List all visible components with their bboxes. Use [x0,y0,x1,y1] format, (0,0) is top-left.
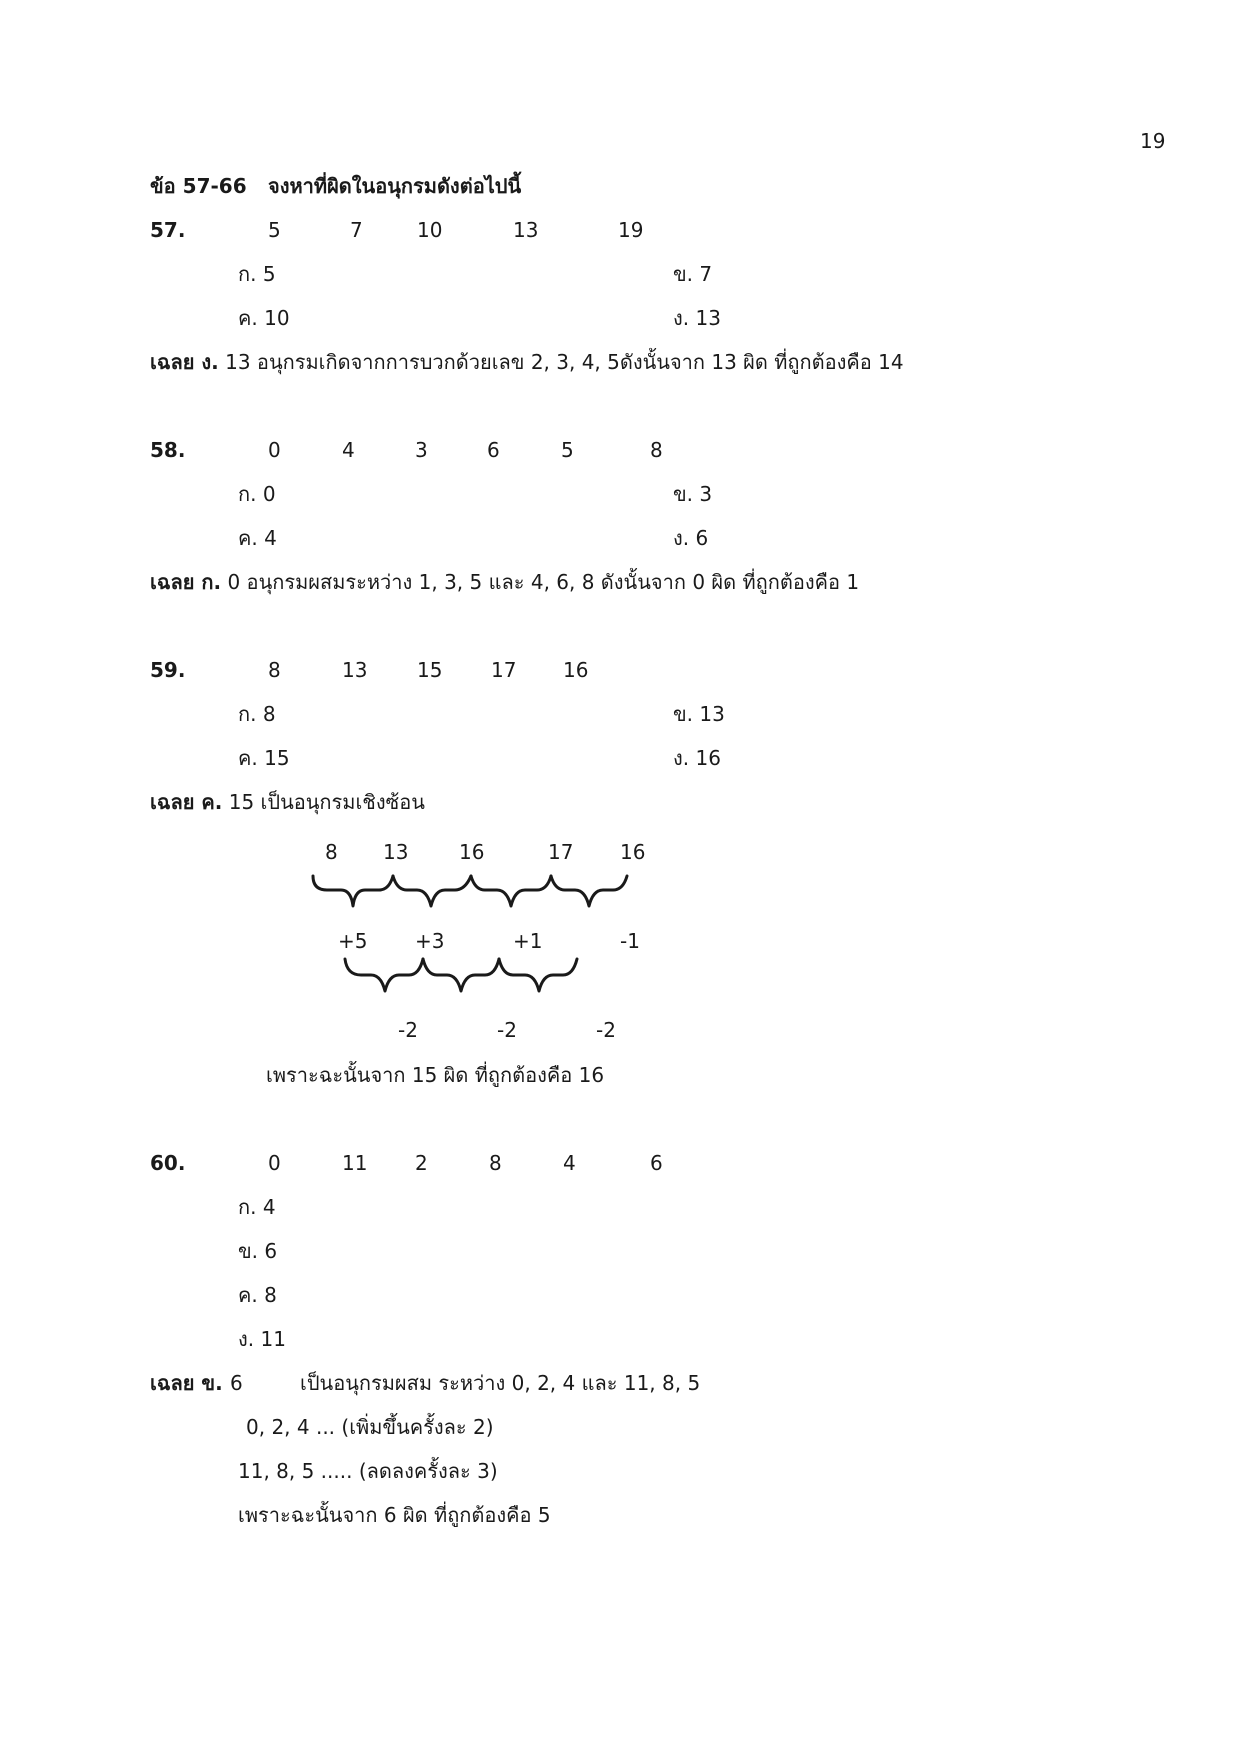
answer-label: เฉลย ค. [150,790,223,814]
diagram-difference: +5 [338,929,368,953]
option-d: ง. 16 [673,746,721,770]
sequence-term: 16 [563,658,589,682]
answer-value: 6 [230,1371,243,1395]
option-d: ง. 13 [673,306,721,330]
answer [150,349,904,375]
answer [150,789,425,815]
conclusion: เพราะฉะนั้นจาก 15 ผิด ที่ถูกต้องคือ 16 [266,1063,605,1087]
question-number: 60. [150,1151,186,1175]
diagram-second-difference: -2 [398,1018,418,1042]
sequence-term: 7 [350,218,363,242]
page-number: 19 [1140,129,1166,153]
option-a: ก. 4 [238,1195,276,1219]
option-c: ค. 10 [238,306,290,330]
sequence-term: 4 [342,438,355,462]
answer [150,569,859,595]
diagram-term: 16 [459,840,485,864]
option-d: ง. 6 [673,526,709,550]
option-d: ง. 11 [238,1327,286,1351]
answer-label: เฉลย ข. [150,1371,223,1395]
conclusion: เพราะฉะนั้นจาก 6 ผิด ที่ถูกต้องคือ 5 [238,1503,551,1527]
option-b: ข. 13 [673,702,725,726]
question-number: 59. [150,658,186,682]
option-c: ค. 4 [238,526,277,550]
diagram-term: 17 [548,840,574,864]
diagram-term: 13 [383,840,409,864]
section-heading-label: ข้อ 57-66 [150,174,247,198]
option-b: ข. 3 [673,482,713,506]
brace-row-1 [305,872,635,924]
option-c: ค. 8 [238,1283,277,1307]
section-heading-text: จงหาที่ผิดในอนุกรมดังต่อไปนี้ [268,174,522,198]
sequence-term: 13 [513,218,539,242]
question-number: 57. [150,218,186,242]
option-b: ข. 7 [673,262,713,286]
sequence-term: 13 [342,658,368,682]
sequence-term: 6 [487,438,500,462]
diagram-difference: +1 [513,929,543,953]
answer-label: เฉลย ก. [150,570,222,594]
diagram-second-difference: -2 [497,1018,517,1042]
brace-row-2 [335,955,585,1007]
answer-text: 13 อนุกรมเกิดจากการบวกด้วยเลข 2, 3, 4, 5ดังนั้นจาก 13 ผิด ที่ถูกต้องคือ 14 [225,350,904,374]
option-a: ก. 0 [238,482,276,506]
answer-text: เป็นอนุกรมผสม ระหว่าง 0, 2, 4 และ 11, 8, 5 [300,1371,701,1395]
sequence-term: 5 [268,218,281,242]
diagram-second-difference: -2 [596,1018,616,1042]
answer-text: 15 เป็นอนุกรมเชิงซ้อน [228,790,425,814]
diagram-term: 16 [620,840,646,864]
option-c: ค. 15 [238,746,290,770]
sequence-term: 15 [417,658,443,682]
option-b: ข. 6 [238,1239,278,1263]
diagram-difference: +3 [415,929,445,953]
answer-label: เฉลย ง. [150,350,219,374]
question-number: 58. [150,438,186,462]
sequence-term: 10 [417,218,443,242]
explanation-line: 0, 2, 4 ... (เพิ่มขึ้นครั้งละ 2) [246,1415,494,1439]
diagram-difference: -1 [620,929,640,953]
sequence-term: 19 [618,218,644,242]
option-a: ก. 8 [238,702,276,726]
sequence-term: 11 [342,1151,368,1175]
sequence-term: 5 [561,438,574,462]
sequence-term: 17 [491,658,517,682]
sequence-term: 0 [268,1151,281,1175]
sequence-term: 0 [268,438,281,462]
diagram-term: 8 [325,840,338,864]
option-a: ก. 5 [238,262,276,286]
sequence-term: 6 [650,1151,663,1175]
sequence-term: 2 [415,1151,428,1175]
sequence-term: 8 [650,438,663,462]
sequence-term: 4 [563,1151,576,1175]
sequence-term: 8 [268,658,281,682]
sequence-term: 3 [415,438,428,462]
sequence-term: 8 [489,1151,502,1175]
explanation-line: 11, 8, 5 ..... (ลดลงครั้งละ 3) [238,1459,498,1483]
answer-text: 0 อนุกรมผสมระหว่าง 1, 3, 5 และ 4, 6, 8 ดังนั้นจาก 0 ผิด ที่ถูกต้องคือ 1 [227,570,860,594]
